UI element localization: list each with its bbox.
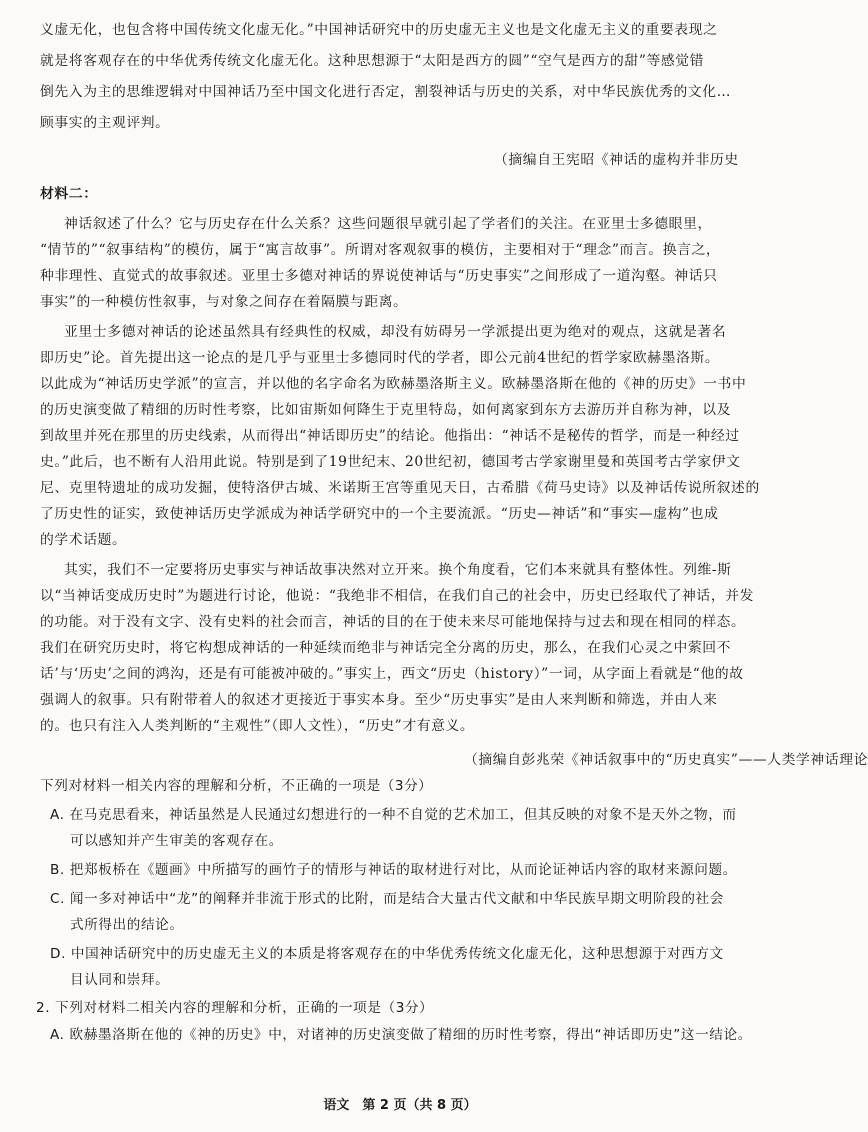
option-a-cont: 可以感知并产生审美的客观存在。 <box>70 833 283 849</box>
option-c[interactable]: C. 闻一多对神话中“龙”的阐释并非流于形式的比附，而是结合大量古代文献和中华民族早期文明阶段的社会 <box>50 891 724 907</box>
paragraph-line: 亚里士多德对神话的论述虽然具有经典性的权威，却没有妨碍另一学派提出更为绝对的观点，这就是著名 <box>64 324 727 340</box>
paragraph-line: 的学术话题。 <box>40 532 127 548</box>
paragraph-line: 我们在研究历史时，将它构想成神话的一种延续而绝非与神话完全分离的历史，那么，在我们心灵之中萦回不 <box>40 640 732 656</box>
question-stem: 2. 下列对材料二相关内容的理解和分析，正确的一项是（3分） <box>36 1000 434 1016</box>
paragraph-line: 神话叙述了什么？它与历史存在什么关系？这些问题很早就引起了学者们的关注。在亚里士多德眼里， <box>64 216 712 232</box>
paragraph-line: 话’与‘历史’之间的鸿沟，还是有可能被冲破的。”事实上，西文“历史（history）”一词，从字面上看就是“他的故 <box>40 666 744 682</box>
paragraph-line: 到故里并死在那里的历史线索，从而得出“神话即历史”的结论。他指出：“神话不是秘传的哲学，而是一种经过 <box>40 428 740 444</box>
option-d-cont: 目认同和崇拜。 <box>70 972 170 988</box>
paragraph-line: 史。”此后，也不断有人沿用此说。特别是到了19世纪末、20世纪初，德国考古学家谢里曼和英国考古学家伊文 <box>40 454 741 470</box>
paragraph-line: 的历史演变做了精细的历时性考察，比如宙斯如何降生于克里特岛，如何离家到东方去游历并自称为神，以及 <box>40 402 732 418</box>
paragraph-line: 的。也只有注入人类判断的“主观性”（即人文性），“历史”才有意义。 <box>40 718 475 734</box>
paragraph-line: 尼、克里特遗址的成功发掘，使特洛伊古城、米诺斯王宫等重见天日，古希腊《荷马史诗》以及神话传说所叙述的 <box>40 480 760 496</box>
paragraph-line: 义虚无化，也包含将中国传统文化虚无化。”中国神话研究中的历史虚无主义也是文化虚无主义的重要表现之 <box>40 22 718 38</box>
paragraph-line: 事实”的一种模仿性叙事，与对象之间存在着隔膜与距离。 <box>40 294 408 310</box>
option-a[interactable]: A. 在马克思看来，神话虽然是人民通过幻想进行的一种不自觉的艺术加工，但其反映的对象不是天外之物，而 <box>50 807 737 823</box>
question-stem: 下列对材料一相关内容的理解和分析，不正确的一项是（3分） <box>40 778 433 794</box>
source-citation: （摘编自王宪昭《神话的虚构并非历史 <box>494 152 739 168</box>
paragraph-line: 强调人的叙事。只有附带着人的叙述才更接近于事实本身。至少“历史事实”是由人来判断和筛选，并由人来 <box>40 692 718 708</box>
source-citation: （摘编自彭兆荣《神话叙事中的“历史真实”——人类学神话理论 <box>464 752 868 768</box>
paragraph-line: 种非理性、直觉式的故事叙述。亚里士多德对神话的界说使神话与“历史事实”之间形成了一道沟壑。神话只 <box>40 268 718 284</box>
section-heading: 材料二： <box>40 186 98 202</box>
paragraph-line: 其实，我们不一定要将历史事实与神话故事决然对立开来。换个角度看，它们本来就具有整体性。列维-斯 <box>64 562 732 578</box>
option-c-cont: 式所得出的结论。 <box>70 917 184 933</box>
paragraph-line: 以此成为“神话历史学派”的宣言，并以他的名字命名为欧赫墨洛斯主义。欧赫墨洛斯在他的《神的历史》一书中 <box>40 376 747 392</box>
paragraph-line: 以“当神话变成历史时”为题进行讨论，他说：“我绝非不相信，在我们自己的社会中，历史已经取代了神话，并发 <box>40 588 755 604</box>
paragraph-line: 了历史性的证实，致使神话历史学派成为神话学研究中的一个主要流派。“历史—神话”和“事实—虚构”也成 <box>40 506 719 522</box>
paragraph-line: 顾事实的主观评判。 <box>40 115 170 131</box>
paragraph-line: 就是将客观存在的中华优秀传统文化虚无化。这种思想源于“太阳是西方的圆”“空气是西方的甜”等感觉错 <box>40 53 705 69</box>
option-d[interactable]: D. 中国神话研究中的历史虚无主义的本质是将客观存在的中华优秀传统文化虚无化，这种思想源于对西方文 <box>50 946 724 962</box>
page-footer: 语文 第 2 页（共 8 页） <box>323 1098 477 1113</box>
paragraph-line: 倒先入为主的思维逻辑对中国神话乃至中国文化进行否定，割裂神话与历史的关系，对中华民族优秀的文化… <box>40 84 732 100</box>
option-b[interactable]: B. 把郑板桥在《题画》中所描写的画竹子的情形与神话的取材进行对比，从而论证神话内容的取材来源问题。 <box>50 862 737 878</box>
paragraph-line: 即历史”论。首先提出这一论点的是几乎与亚里士多德同时代的学者，即公元前4世纪的哲学家欧赫墨洛斯。 <box>40 350 720 366</box>
paragraph-line: 的功能。对于没有文字、没有史料的社会而言，神话的目的在于使未来尽可能地保持与过去和现在相同的样态。 <box>40 614 746 630</box>
option-a[interactable]: A. 欧赫墨洛斯在他的《神的历史》中，对诸神的历史演变做了精细的历时性考察，得出“神话即历史”这一结论。 <box>50 1027 752 1043</box>
paragraph-line: “情节的”“叙事结构”的模仿，属于“寓言故事”。所谓对客观叙事的模仿，主要相对于“理念”而言。换言之， <box>40 242 721 258</box>
